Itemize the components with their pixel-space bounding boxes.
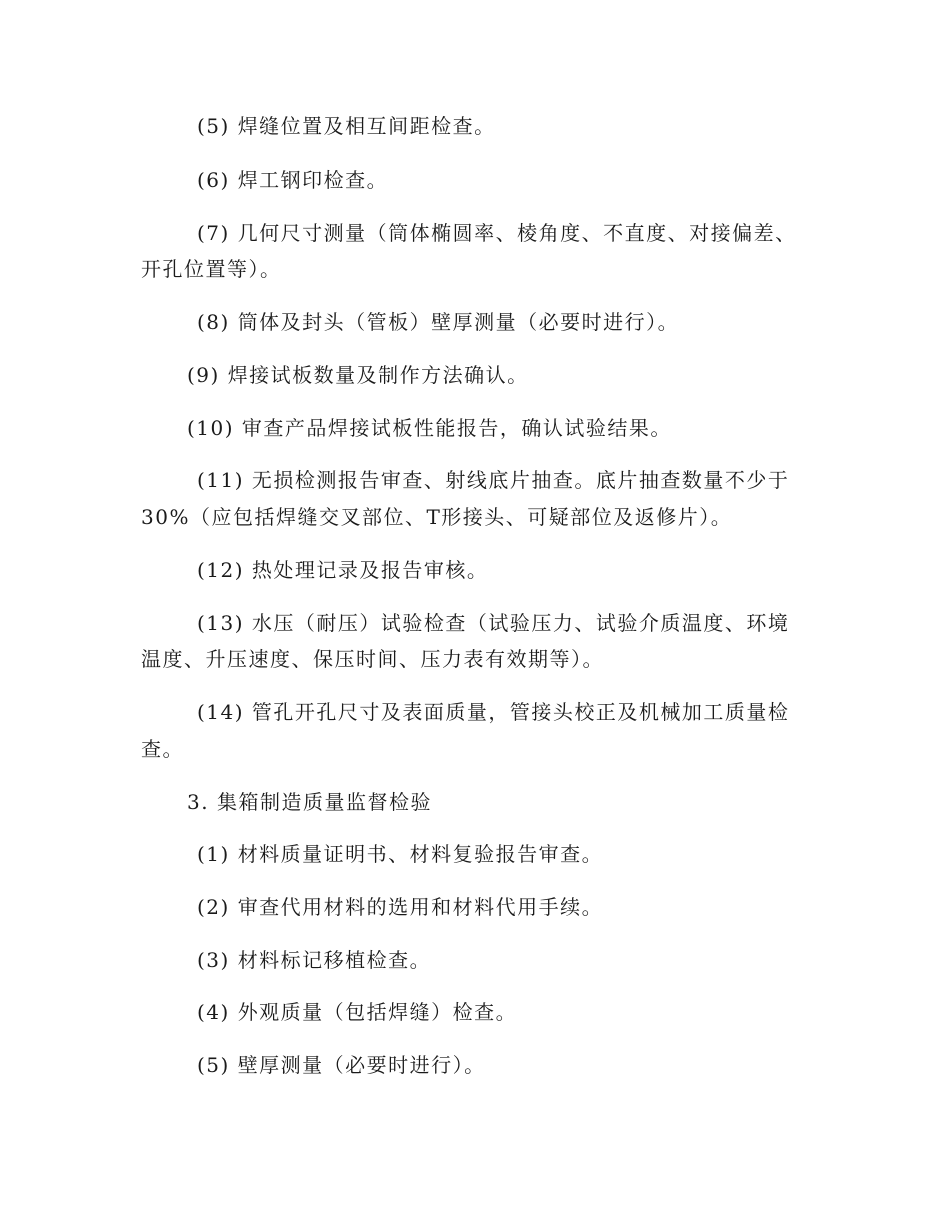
- item-13-pressure-test-line2: 温度、升压速度、保压时间、压力表有效期等）。: [141, 647, 604, 671]
- header-item-3-marking-transfer: (3) 材料标记移植检查。: [197, 948, 432, 972]
- item-8-wall-thickness: (8) 筒体及封头（管板）壁厚测量（必要时进行）。: [197, 310, 680, 334]
- item-6-welder-stamp: (6) 焊工钢印检查。: [197, 168, 389, 192]
- item-14-tube-hole-line2: 查。: [141, 737, 184, 761]
- item-13-pressure-test-line1: (13) 水压（耐压）试验检查（试验压力、试验介质温度、环境: [197, 611, 790, 635]
- item-11-ndt-line1: (11) 无损检测报告审查、射线底片抽查。底片抽查数量不少于: [197, 468, 790, 492]
- item-14-tube-hole-line1: (14) 管孔开孔尺寸及表面质量，管接头校正及机械加工质量检: [197, 700, 790, 724]
- item-5-weld-position: (5) 焊缝位置及相互间距检查。: [197, 114, 496, 138]
- item-7-geometry-line1: (7) 几何尺寸测量（筒体椭圆率、棱角度、不直度、对接偏差、: [197, 221, 797, 245]
- item-9-test-plate: (9) 焊接试板数量及制作方法确认。: [187, 363, 529, 387]
- header-item-5-thickness: (5) 壁厚测量（必要时进行）。: [197, 1053, 486, 1077]
- item-7-geometry-line2: 开孔位置等）。: [141, 257, 282, 281]
- header-item-2-substitute-material: (2) 审查代用材料的选用和材料代用手续。: [197, 895, 604, 919]
- item-11-ndt-line2: 30%（应包括焊缝交叉部位、T形接头、可疑部位及返修片）。: [141, 505, 733, 529]
- section-3-heading: 3. 集箱制造质量监督检验: [187, 790, 432, 814]
- header-item-1-material-cert: (1) 材料质量证明书、材料复验报告审查。: [197, 842, 604, 866]
- item-12-heat-treatment: (12) 热处理记录及报告审核。: [197, 558, 489, 582]
- item-10-test-report: (10) 审查产品焊接试板性能报告，确认试验结果。: [187, 416, 672, 440]
- header-item-4-appearance: (4) 外观质量（包括焊缝）检查。: [197, 1000, 518, 1024]
